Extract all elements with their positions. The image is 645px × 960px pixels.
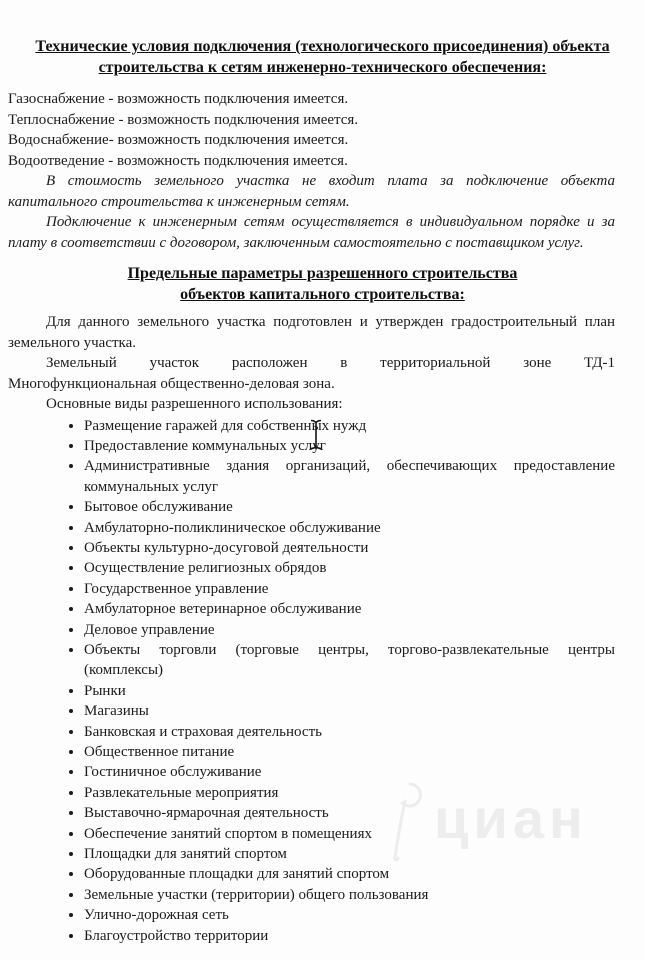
paragraph-line: земельного участка. [8, 334, 136, 351]
heat-supply-line: Теплоснабжение - возможность подключения имеется. [8, 111, 359, 128]
list-item: • Обеспечение занятий спортом в помещениях [84, 824, 615, 844]
paragraph-territorial-zone [8, 353, 615, 394]
list-item: • Общественное питание [84, 742, 615, 762]
paragraph-line: Основные виды разрешенного использования: [46, 396, 343, 412]
cian-watermark-text: циан [434, 787, 588, 850]
heading-line: строительства к сетям инженерно-технического обеспечения: [98, 59, 547, 76]
paragraph-line: Многофункциональная общественно-деловая зона. [8, 375, 335, 392]
section-heading-technical-conditions [14, 36, 631, 78]
list-item: • Развлекательные мероприятия [84, 783, 615, 803]
list-item: • Объекты торговли (торговые центры, торгово-развлекательные центры (комплексы) [84, 640, 615, 681]
heading-line: Технические условия подключения (технологического присоединения) объекта [35, 38, 610, 55]
list-item: • Гостиничное обслуживание [84, 762, 615, 782]
list-item: • Деловое управление [84, 620, 615, 640]
list-item: • Оборудованные площадки для занятий спортом [84, 864, 615, 884]
note-line: Подключение к инженерным сетям осуществляется в индивидуальном порядке и за [46, 214, 615, 230]
heading-line: объектов капитального строительства: [180, 286, 465, 303]
sewerage-line: Водоотведение - возможность подключения имеется. [8, 152, 348, 169]
paragraph-line: Земельный участок расположен в территориальной зоне ТД-1 [46, 355, 615, 371]
list-item: • Выставочно-ярмарочная деятельность [84, 803, 615, 823]
list-item: • Амбулаторное ветеринарное обслуживание [84, 599, 615, 619]
list-item: • Государственное управление [84, 579, 615, 599]
list-item: • Рынки [84, 681, 615, 701]
permitted-uses-list [0, 416, 615, 947]
list-item: • Объекты культурно-досуговой деятельности [84, 538, 615, 558]
text-ibeam-cursor [309, 419, 323, 450]
list-item: • Банковская и страховая деятельность [84, 722, 615, 742]
paragraph-uses-intro [8, 394, 615, 415]
list-item: • Размещение гаражей для собственных нужд [84, 416, 615, 436]
note-line: капитального строительства к инженерным сетям. [8, 193, 350, 210]
gas-supply-line: Газоснабжение - возможность подключения имеется. [8, 91, 349, 107]
list-item: • Улично-дорожная сеть [84, 905, 615, 925]
list-item: • Магазины [84, 701, 615, 721]
list-item: • Благоустройство территории [84, 926, 615, 946]
heading-line: Предельные параметры разрешенного строительства [127, 265, 518, 282]
note-paragraph-connection [8, 212, 615, 253]
list-item: • Амбулаторно-поликлиническое обслуживание [84, 518, 615, 538]
paragraph-urban-plan [8, 312, 615, 353]
list-item: • Бытовое обслуживание [84, 497, 615, 517]
list-item: • Осуществление религиозных обрядов [84, 558, 615, 578]
section-heading-limit-parameters [14, 263, 631, 305]
list-item: • Земельные участки (территории) общего пользования [84, 885, 615, 905]
list-item: • Предоставление коммунальных услуг [84, 436, 615, 456]
paragraph-line: Для данного земельного участка подготовлен и утвержден градостроительный план [46, 314, 615, 330]
water-supply-line: Водоснабжение- возможность подключения имеется. [8, 132, 349, 148]
utilities-list [8, 89, 615, 171]
list-item: • Площадки для занятий спортом [84, 844, 615, 864]
note-line: плату в соответствии с договором, заключенным самостоятельно с поставщиком услуг. [8, 234, 584, 251]
note-line: В стоимость земельного участка не входит плата за подключение объекта [46, 173, 615, 189]
note-paragraph-cost [8, 171, 615, 212]
list-item: • Административные здания организаций, обеспечивающих предоставление коммунальных услуг [84, 456, 615, 497]
